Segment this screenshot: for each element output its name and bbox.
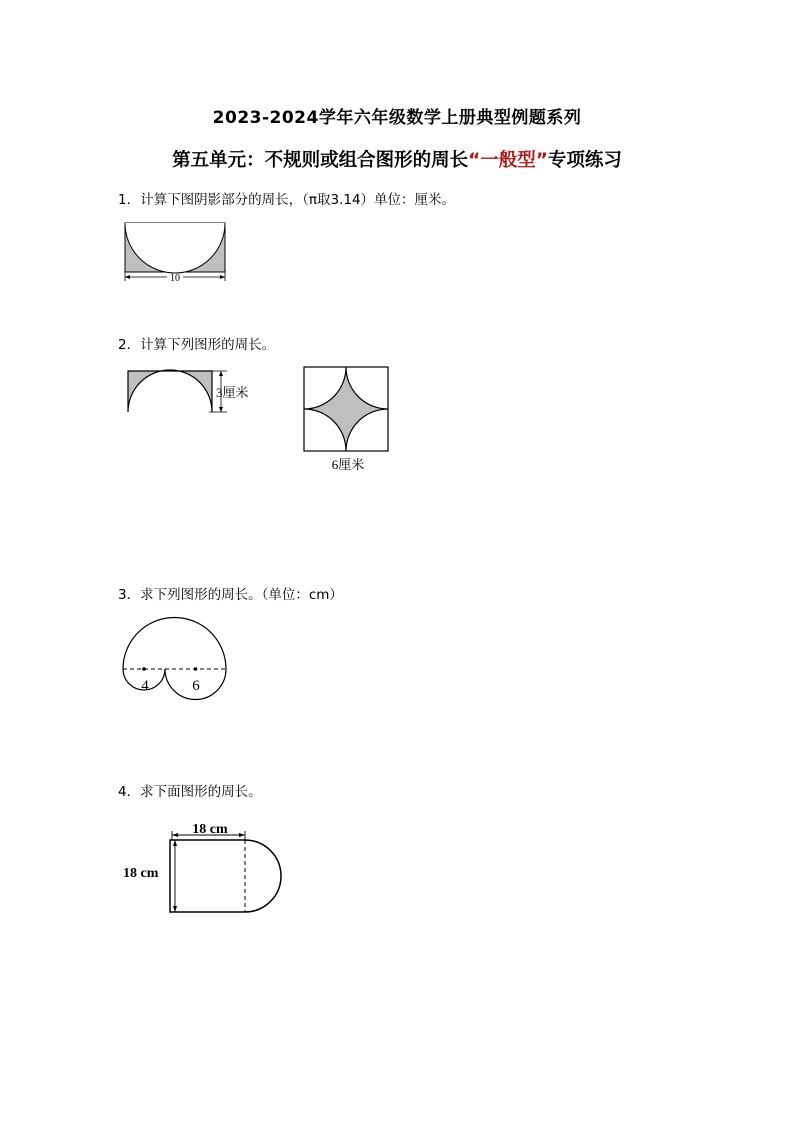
figure-outline	[170, 840, 281, 912]
arrow-up	[173, 840, 177, 846]
center-point-6	[194, 667, 198, 671]
large-semicircle	[123, 618, 226, 670]
arrow-left	[125, 275, 130, 279]
dimension-label-left: 18 cm	[123, 866, 159, 881]
radius-label-6: 6	[192, 678, 200, 694]
arrow-right	[220, 275, 225, 279]
question-text: 求下面图形的周长。	[140, 784, 262, 800]
question-4	[118, 780, 262, 800]
question-number: 1．	[118, 192, 141, 208]
figure-3-composite-semicircles	[118, 612, 234, 704]
subtitle-highlight: “一般型”	[468, 150, 548, 171]
question-3	[118, 583, 343, 603]
question-number: 2．	[118, 337, 141, 353]
dimension-label-3cm: 3厘米	[216, 385, 249, 400]
question-number: 4．	[118, 784, 141, 800]
figure-2a-arch	[124, 366, 264, 418]
question-text: 计算下图阴影部分的周长，（π取3.14）单位：厘米。	[140, 192, 456, 208]
shaded-region	[128, 370, 212, 412]
question-1	[118, 188, 455, 208]
question-text: 计算下列图形的周长。	[140, 337, 276, 353]
figure-1-semicircle-in-rectangle	[118, 218, 230, 286]
page-title: 2023-2024学年六年级数学上册典型例题系列	[212, 108, 582, 128]
arrow-up	[219, 371, 223, 376]
subtitle-prefix: 第五单元：不规则或组合图形的周长	[172, 150, 469, 171]
figure-4-square-with-semicircle	[120, 818, 290, 918]
center-point-4	[142, 667, 146, 671]
arrow-left	[172, 833, 178, 837]
figure-2b-square-with-quarter-circles	[300, 364, 396, 476]
question-number: 3．	[118, 587, 141, 603]
question-2	[118, 333, 275, 353]
page-subtitle	[0, 146, 794, 172]
dimension-label-top: 18 cm	[192, 822, 228, 837]
subtitle-suffix: 专项练习	[547, 150, 622, 171]
arrow-right	[239, 833, 245, 837]
dimension-label-6cm: 6厘米	[331, 457, 365, 472]
question-text: 求下列图形的周长。（单位：cm）	[140, 587, 343, 603]
radius-label-4: 4	[141, 678, 149, 694]
arrow-down	[219, 407, 223, 412]
arrow-down	[173, 906, 177, 912]
dimension-label-10: 10	[170, 273, 180, 284]
